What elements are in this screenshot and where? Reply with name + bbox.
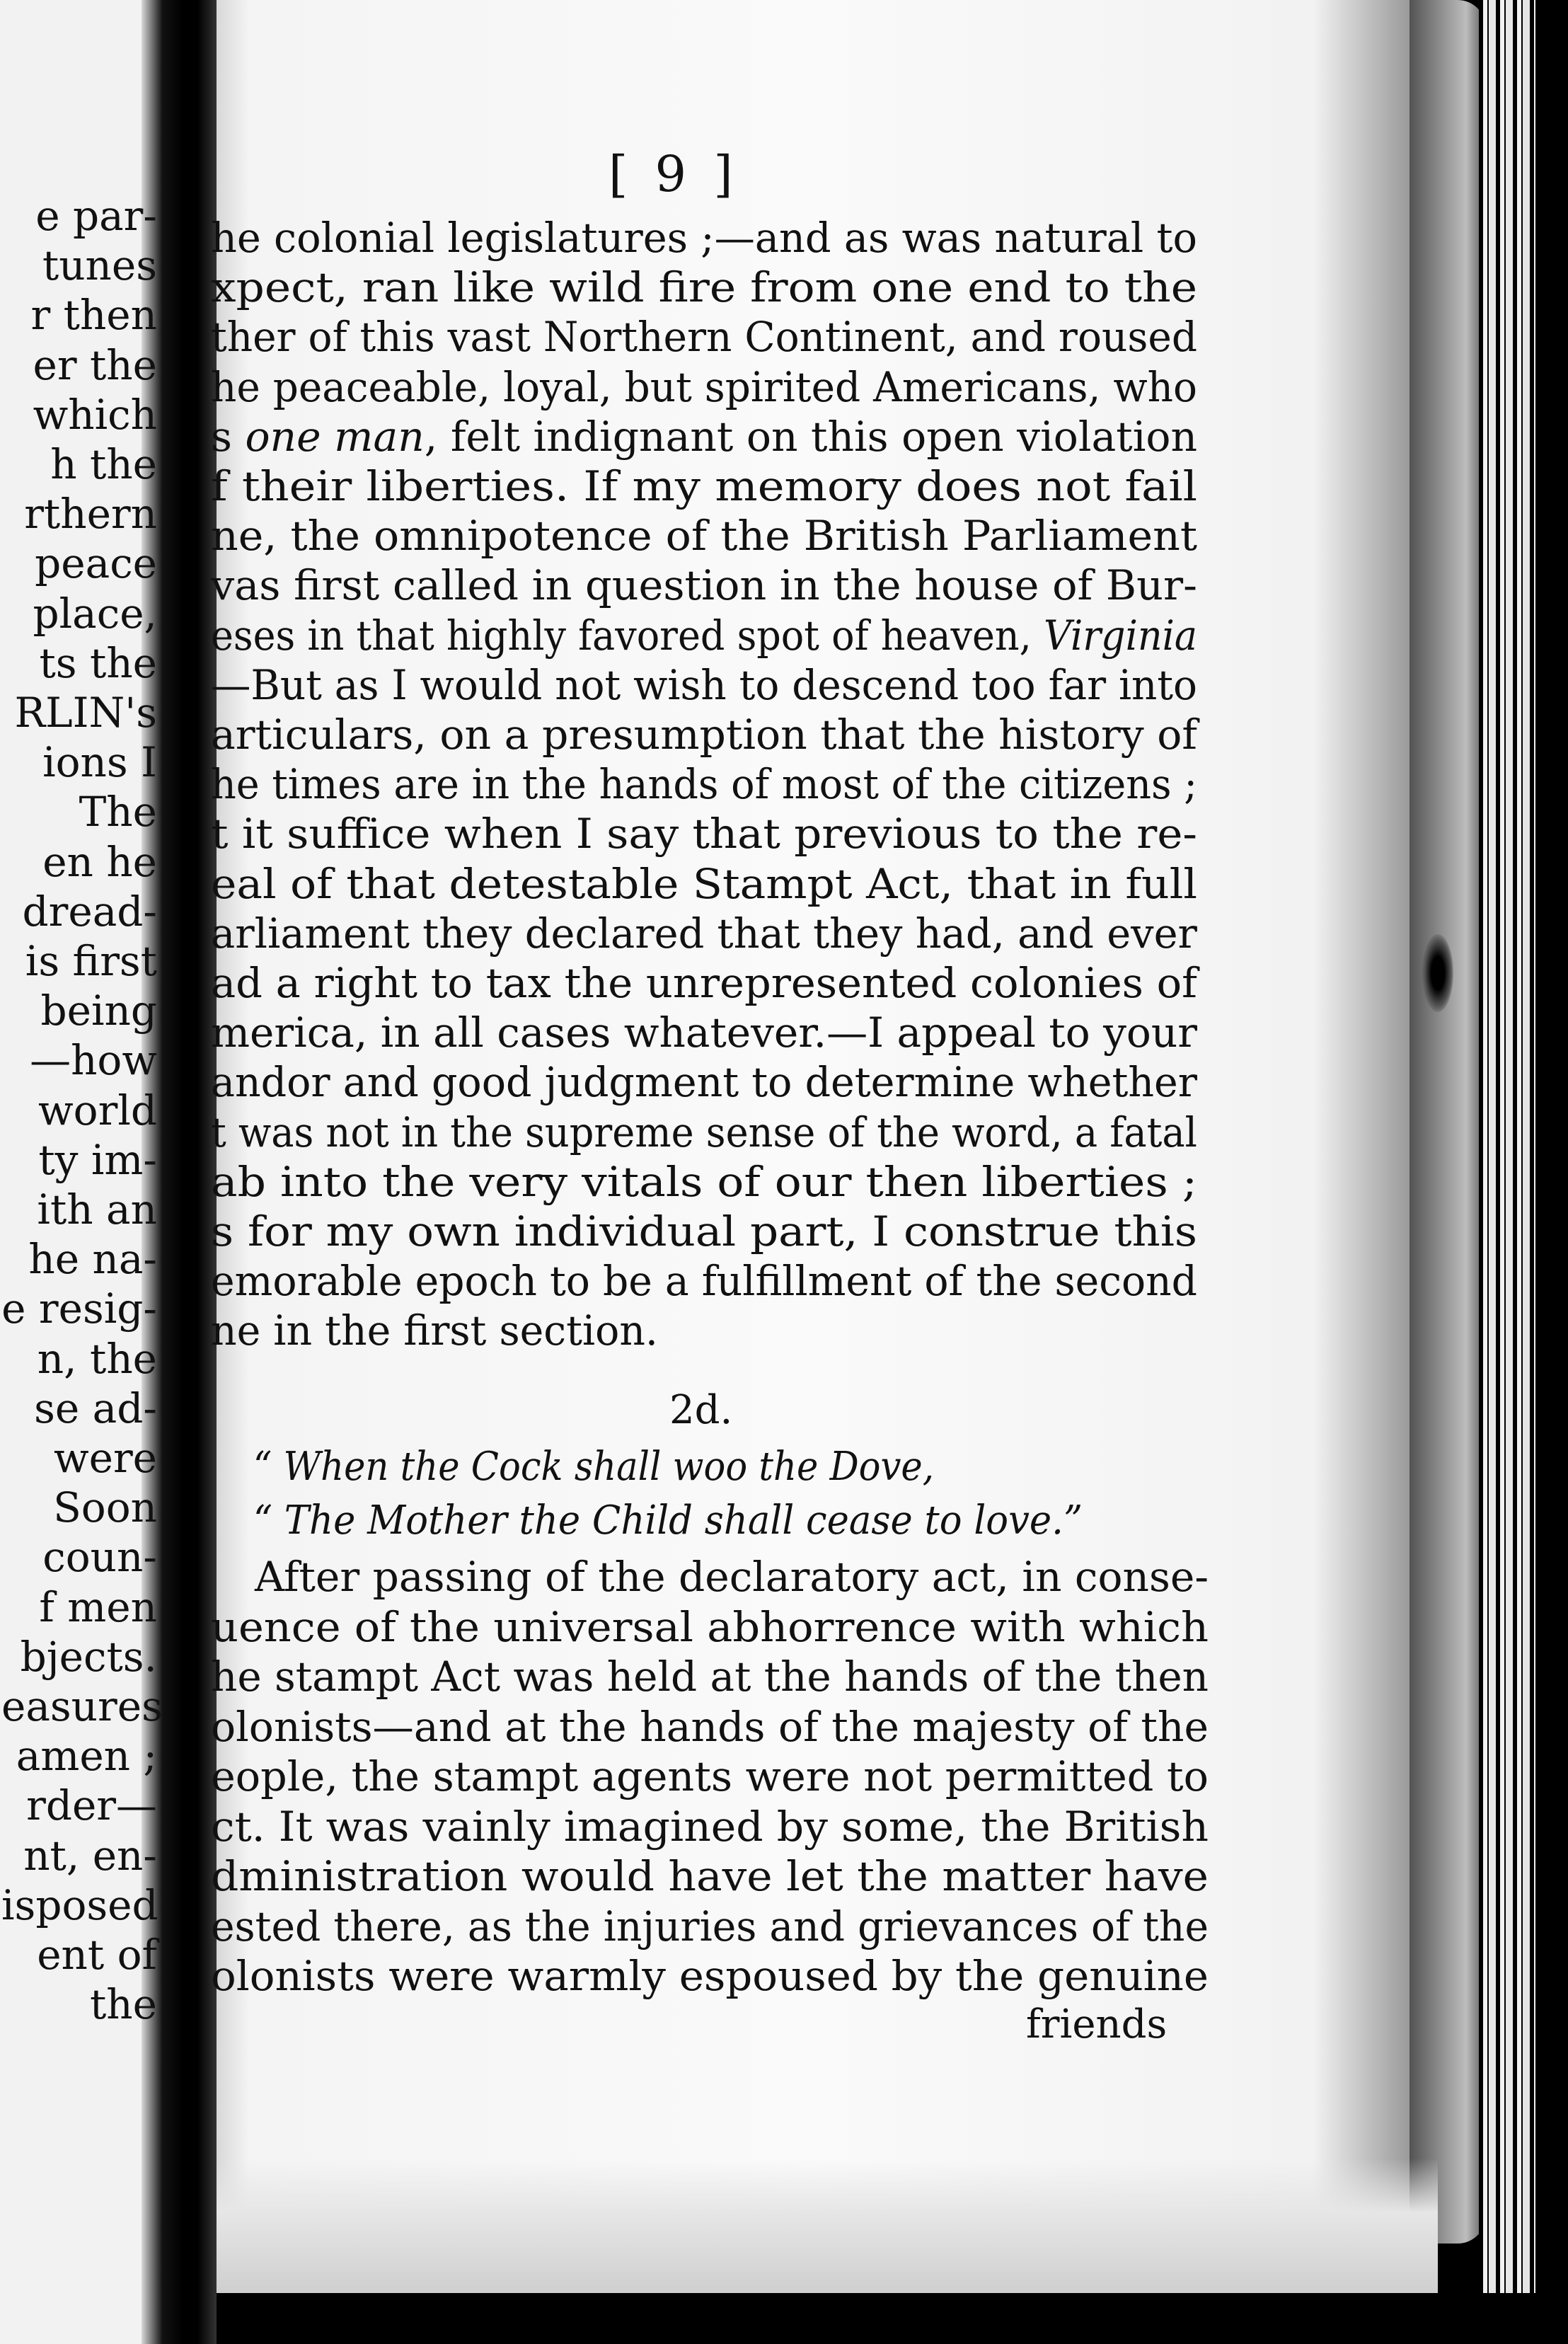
text-line: olonists—and at the hands of the majesty of the	[211, 1702, 1209, 1751]
left-page-line: f men	[39, 1582, 157, 1631]
text-line: ct. It was vainly imagined by some, the British	[211, 1802, 1209, 1851]
text-line: he colonial legislatures ;—and as was natural to	[211, 214, 1197, 262]
left-page-line: r then	[30, 291, 157, 340]
left-page-line: The	[79, 788, 157, 837]
text-line: vas first called in question in the house of Bur-	[211, 561, 1197, 610]
text-line: ther of this vast Northern Continent, and roused	[211, 313, 1197, 362]
left-page-line: nt, en-	[23, 1831, 157, 1880]
text-line: emorable epoch to be a fulfillment of the second	[211, 1257, 1197, 1306]
left-page-line: amen ;	[16, 1732, 157, 1781]
left-page-line: RLIN's	[14, 689, 157, 737]
text-line: dministration would have let the matter have	[211, 1852, 1209, 1900]
left-page-line: h the	[50, 440, 157, 488]
left-page-line: ith an	[37, 1185, 157, 1234]
text-line: ested there, as the injuries and grievances of the	[211, 1902, 1209, 1951]
left-page-line: rthern	[24, 490, 157, 539]
left-page-line: er the	[33, 340, 157, 389]
text-line: —But as I would not wish to descend too far into	[211, 660, 1197, 709]
text-line: uence of the universal abhorrence with which	[211, 1602, 1209, 1651]
text-line: ab into the very vitals of our then liberties ;	[211, 1157, 1197, 1206]
left-page-line: tunes	[42, 241, 157, 290]
text-line	[211, 411, 1197, 462]
text-line: arliament they declared that they had, and ever	[211, 909, 1197, 958]
left-page-line: ts the	[39, 638, 157, 687]
left-page-line: were	[53, 1434, 157, 1482]
left-page-line: en he	[42, 837, 157, 886]
text-line: ne, the omnipotence of the British Parliament	[211, 512, 1197, 561]
text-line: articulars, on a presumption that the history of	[211, 711, 1197, 759]
text-line: he times are in the hands of most of the citizens ;	[211, 760, 1197, 809]
text-line: xpect, ran like wild fire from one end to the	[211, 263, 1197, 312]
text-line: eople, the stampt agents were not permitted to	[211, 1752, 1209, 1800]
left-page-line: n, the	[37, 1334, 157, 1383]
left-page-line: he na-	[28, 1235, 157, 1284]
text-run: , felt indignant on this open violation	[424, 412, 1197, 461]
text-line: merica, in all cases whatever.—I appeal to your	[211, 1009, 1197, 1057]
text-line: t was not in the supreme sense of the word, a fatal	[211, 1108, 1197, 1156]
left-page-line: rder—	[26, 1781, 157, 1830]
text-line: s for my own individual part, I construe this	[211, 1207, 1197, 1256]
left-page-line: peace	[35, 539, 157, 588]
left-page-line: dread-	[22, 887, 157, 936]
verse-line: “ The Mother the Child shall cease to love.”	[253, 1498, 1083, 1544]
text-line: olonists were warmly espoused by the genuine	[211, 1952, 1209, 2000]
text-run: s	[211, 412, 246, 461]
text-line: After passing of the declaratory act, in conse-	[255, 1553, 1209, 1601]
italic-run: Virginia	[1043, 611, 1197, 660]
text-run: eses in that highly favored spot of heaven,	[211, 611, 1044, 660]
left-page-line: world	[38, 1086, 157, 1134]
left-page-line: easures	[1, 1682, 163, 1730]
page-number: [ 9 ]	[609, 145, 739, 203]
left-page-line: ty im-	[38, 1135, 157, 1184]
left-page-line: ent of	[37, 1931, 157, 1979]
text-line: he peaceable, loyal, but spirited Americans, who	[211, 362, 1197, 411]
left-page-line: e par-	[35, 192, 157, 240]
text-line: he stampt Act was held at the hands of the then	[211, 1653, 1209, 1701]
text-line: eal of that detestable Stampt Act, that in full	[211, 859, 1197, 908]
text-line: ne in the first section.	[211, 1306, 658, 1355]
text-line	[211, 610, 1197, 661]
left-page-line: coun-	[42, 1533, 157, 1582]
text-line: andor and good judgment to determine whether	[211, 1058, 1197, 1107]
catchword: friends	[1026, 2001, 1168, 2047]
left-page-line: the	[90, 1980, 157, 2029]
verse-line: “ When the Cock shall woo the Dove,	[253, 1444, 934, 1490]
left-page-line: being	[40, 987, 157, 1035]
italic-run: one man	[245, 412, 425, 461]
text-line: f their liberties. If my memory does not fail	[211, 462, 1197, 510]
left-page-line: is first	[25, 937, 157, 985]
left-page-line: Soon	[53, 1483, 157, 1532]
left-page-line: isposed	[1, 1880, 158, 1929]
section-number: 2d.	[669, 1387, 733, 1433]
text-line: t it suffice when I say that previous to the re-	[211, 810, 1197, 858]
left-page-line: e resig-	[1, 1285, 157, 1333]
left-page-line: —how	[30, 1036, 157, 1085]
left-page-line: ions I	[42, 738, 157, 787]
left-page-line: bjects.	[20, 1632, 157, 1681]
left-page-line: place,	[33, 589, 157, 638]
left-page-line: which	[33, 390, 157, 439]
left-page-line: se ad-	[34, 1384, 157, 1432]
text-line: ad a right to tax the unrepresented colonies of	[211, 959, 1197, 1007]
